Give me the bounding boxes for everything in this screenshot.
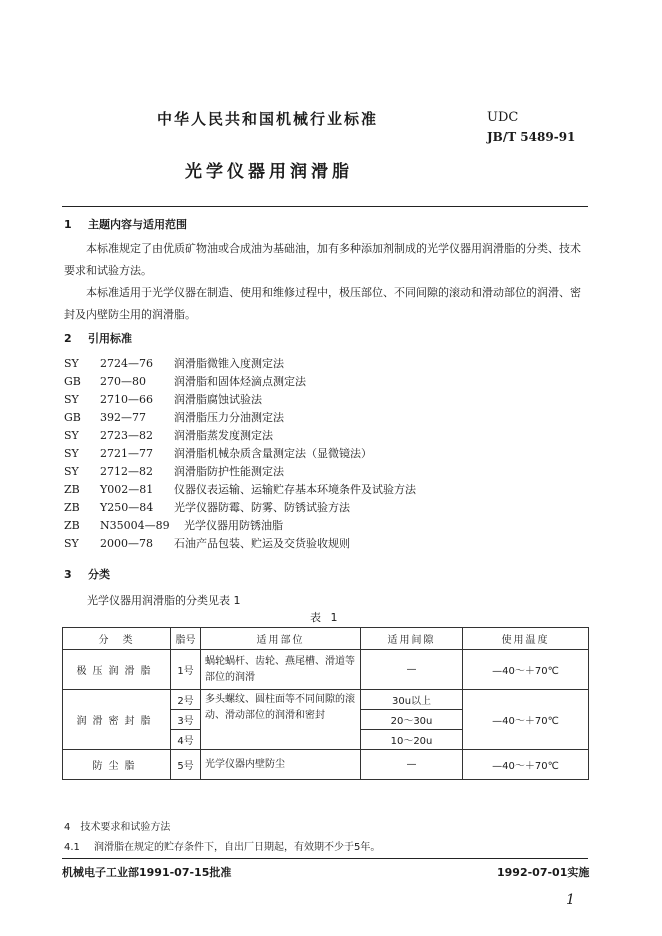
reference-item: SY 2000—78 石油产品包装、贮运及交货验收规则 [64,536,350,550]
cell-parts: 蜗轮蜗杆、齿轮、燕尾槽、滑道等部位的润滑 [201,650,361,690]
reference-item: SY 2721—77 润滑脂机械杂质含量测定法（显微镜法） [64,446,372,460]
section-2-title: 引用标准 [88,332,132,345]
section-3-heading [64,566,110,582]
item-4-1-number: 4.1 [64,842,80,853]
classification-intro: 光学仪器用润滑脂的分类见表 1 [87,594,241,607]
item-4-1-text: 润滑脂在规定的贮存条件下，自出厂日期起，有效期不少于5年。 [94,842,381,853]
header-parts: 适用部位 [201,628,361,650]
cell-gap: — [361,750,463,780]
udc-label: UDC [487,110,519,125]
cell-parts: 多头螺纹、圆柱面等不同间隙的滚动、滑动部位的润滑和密封 [201,690,361,750]
cell-temp: —40～＋70℃ [463,650,589,690]
header-divider [62,206,588,207]
header-gap: 适用间隙 [361,628,463,650]
reference-item: SY 2724—76 润滑脂微锥入度测定法 [64,356,284,370]
section-1-heading [64,216,187,232]
header-temp: 使用温度 [463,628,589,650]
section-1-para-1 [64,238,590,282]
cell-gap: — [361,650,463,690]
cell-grade: 3号 [171,710,201,730]
cell-grade: 1号 [171,650,201,690]
standard-number: JB/T 5489-91 [487,130,576,144]
reference-item: SY 2710—66 润滑脂腐蚀试验法 [64,392,262,406]
cell-temp: —40～＋70℃ [463,690,589,750]
cell-grade: 4号 [171,730,201,750]
section-2-heading [64,330,132,346]
section-3-number: 3 [64,568,72,581]
item-4-1 [64,838,380,853]
footer-divider [62,858,588,859]
cell-gap: 10～20u [361,730,463,750]
reference-item: ZB N35004—89 光学仪器用防锈油脂 [64,518,283,532]
reference-item: GB 392—77 润滑脂压力分油测定法 [64,410,284,424]
table-row [63,690,589,710]
cell-gap: 20～30u [361,710,463,730]
org-title: 中华人民共和国机械行业标准 [157,110,379,128]
cell-category: 润滑密封脂 [63,690,171,750]
section-3-title: 分类 [88,568,110,581]
reference-item: ZB Y250—84 光学仪器防霉、防雾、防锈试验方法 [64,500,350,514]
cell-category: 防尘脂 [63,750,171,780]
cell-temp: —40～＋70℃ [463,750,589,780]
table-header-row [63,628,589,650]
section-1-para-2 [64,282,590,326]
cell-gap: 30u以上 [361,690,463,710]
cell-grade: 5号 [171,750,201,780]
reference-list [64,354,416,552]
reference-item: SY 2712—82 润滑脂防护性能测定法 [64,464,284,478]
effective-date: 1992-07-01实施 [497,866,590,879]
table-caption: 表 1 [310,611,341,624]
cell-grade: 2号 [171,690,201,710]
table-row [63,650,589,690]
classification-table [62,627,589,780]
reference-item: ZB Y002—81 仪器仪表运输、运输贮存基本环境条件及试验方法 [64,482,416,496]
section-1-title: 主题内容与适用范围 [88,218,187,231]
section-1-number: 1 [64,218,72,231]
header-grade: 脂号 [171,628,201,650]
reference-item: GB 270—80 润滑脂和固体烃滴点测定法 [64,374,306,388]
header-category: 分 类 [63,628,171,650]
section-1-para-1-text: 本标准规定了由优质矿物油或合成油为基础油，加有多种添加剂制成的光学仪器用润滑脂的分类、技术要求和试验方法。 [64,242,581,277]
reference-item: SY 2723—82 润滑脂蒸发度测定法 [64,428,273,442]
section-4-heading: 4 技术要求和试验方法 [64,822,171,833]
table-row [63,750,589,780]
cell-category: 极压润滑脂 [63,650,171,690]
page-number: 1 [566,892,575,908]
document-title: 光学仪器用润滑脂 [185,162,353,182]
approval-note: 机械电子工业部1991-07-15批准 [62,866,232,879]
section-1-para-2-text: 本标准适用于光学仪器在制造、使用和维修过程中，极压部位、不同间隙的滚动和滑动部位的润滑、密封及内壁防尘用的润滑脂。 [64,286,581,321]
cell-parts: 光学仪器内壁防尘 [201,750,361,780]
section-2-number: 2 [64,332,72,345]
